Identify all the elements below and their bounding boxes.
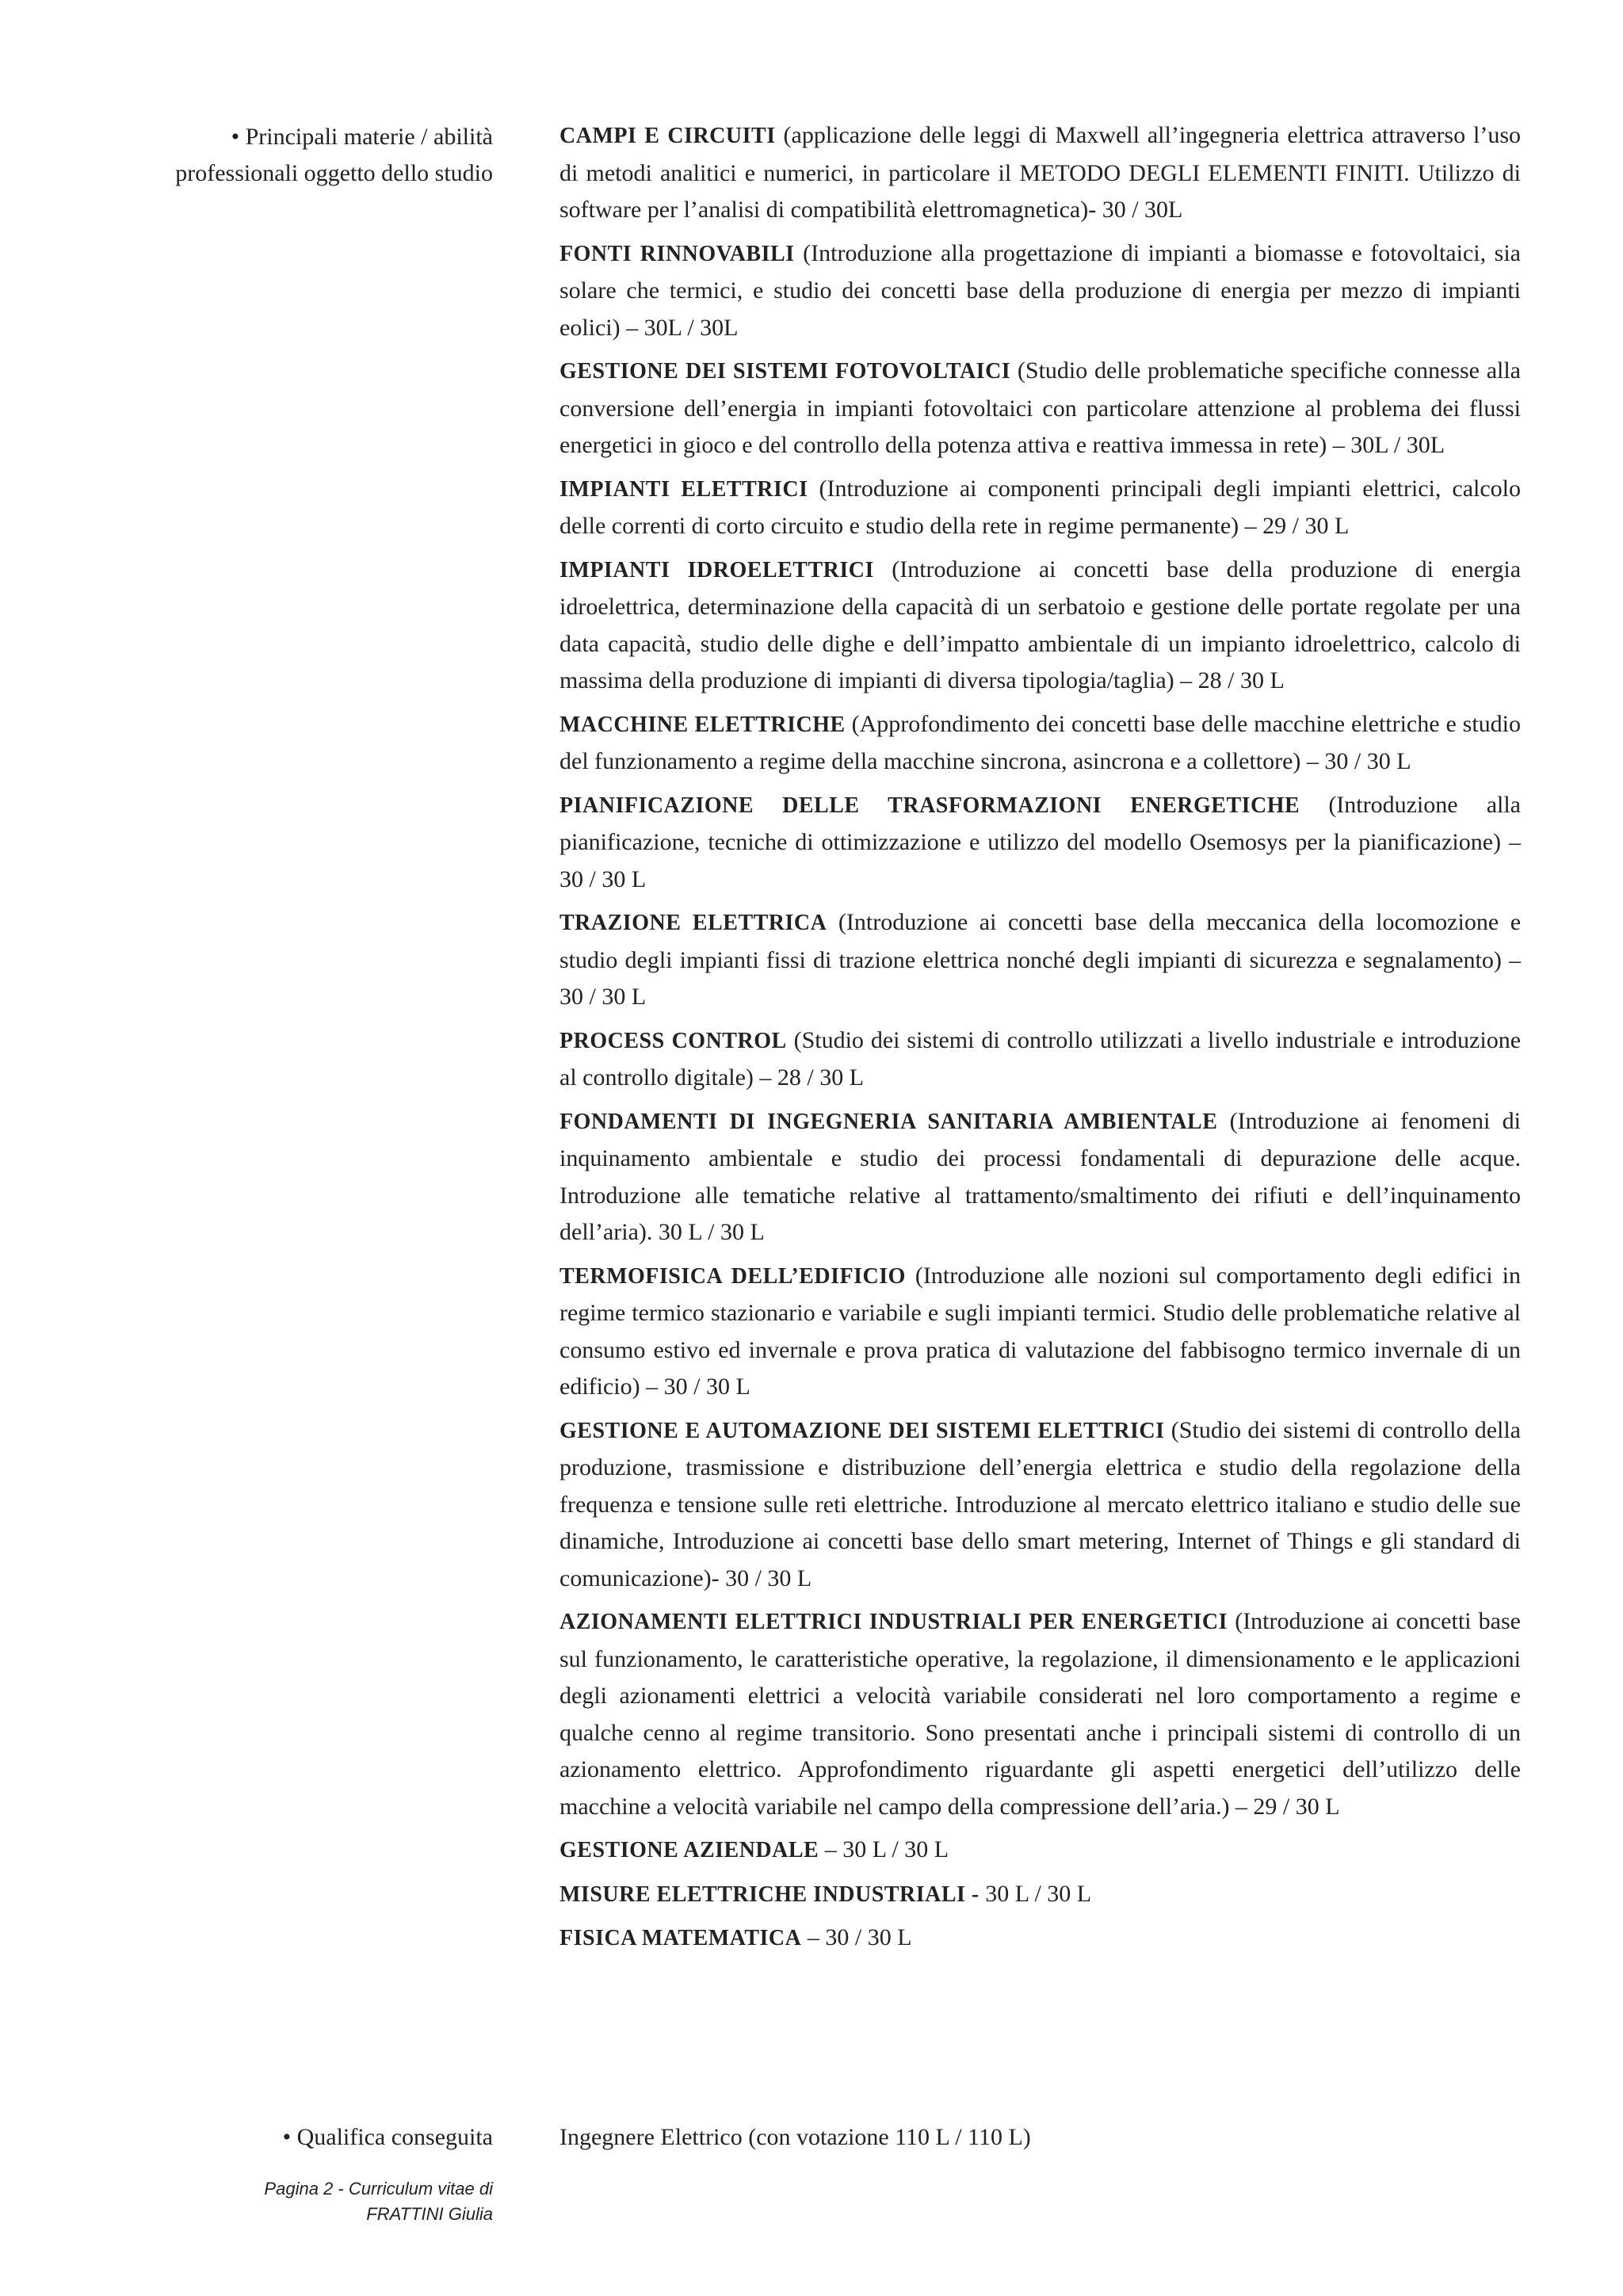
course-entry bbox=[559, 904, 1521, 1016]
course-entry bbox=[559, 552, 1521, 700]
course-description: (Studio delle problematiche specifiche connesse alla conversione dell’energia in impianti fotovoltaici con particolare attenzione al problema dei flussi energetici in gioco e del controllo della potenza attiva e reattiva immessa in rete) – 30L / 30L bbox=[559, 357, 1521, 458]
course-entry bbox=[559, 117, 1521, 229]
course-title: FONDAMENTI DI INGEGNERIA SANITARIA AMBIENTALE bbox=[559, 1109, 1218, 1134]
course-title: TRAZIONE ELETTRICA bbox=[559, 911, 827, 935]
course-description: (Introduzione alla progettazione di impianti a biomasse e fotovoltaici, sia solare che termici, e studio dei concetti base della produzione di energia per mezzo di impianti eolici) – 30L / 30L bbox=[559, 239, 1521, 341]
studies-content bbox=[559, 117, 1521, 1964]
qualification-value: Ingegnere Elettrico (con votazione 110 L / 110 L) bbox=[559, 2124, 1031, 2150]
course-description: (Studio dei sistemi di controllo della produzione, trasmissione e distribuzione dell’energia elettrica e studio della regolazione della frequenza e tensione sulle reti elettriche. Introduzione al mercato elettrico italiano e studio delle sue dinamiche, Introduzione ai concetti base dello smart metering, Internet of Things e gli standard di comunicazione)- 30 / 30 L bbox=[559, 1416, 1521, 1591]
course-description: (Approfondimento dei concetti base delle macchine elettriche e studio del funzionamento a regime della macchine sincrona, asincrona e a collettore) – 30 / 30 L bbox=[559, 710, 1521, 774]
course-entry bbox=[559, 353, 1521, 464]
studies-label-line1: • Principali materie / abilità bbox=[231, 124, 493, 150]
course-title: TERMOFISICA DELL’EDIFICIO bbox=[559, 1263, 906, 1289]
course-title: IMPIANTI IDROELETTRICI bbox=[559, 557, 874, 583]
course-title: IMPIANTI ELETTRICI bbox=[559, 476, 808, 502]
course-title: AZIONAMENTI ELETTRICI INDUSTRIALI PER ENERGETICI bbox=[559, 1610, 1228, 1634]
course-entry bbox=[559, 1920, 1521, 1958]
course-entry bbox=[559, 1103, 1521, 1251]
course-title: GESTIONE DEI SISTEMI FOTOVOLTAICI bbox=[559, 359, 1011, 384]
course-entry bbox=[559, 1258, 1521, 1406]
course-description: (applicazione delle leggi di Maxwell all’ingegneria elettrica attraverso l’uso di metodi analitici e numerici, in particolare il METODO DEGLI ELEMENTI FINITI. Utilizzo di software per l’analisi di compatibilità elettromagnetica)- 30 / 30L bbox=[559, 122, 1522, 223]
course-description: (Introduzione ai concetti base della meccanica della locomozione e studio degli impianti fissi di trazione elettrica nonché degli impianti di sicurezza e segnalamento) – 30 / 30 L bbox=[559, 909, 1522, 1010]
course-entry bbox=[559, 787, 1521, 899]
course-description: – 30 / 30 L bbox=[801, 1924, 912, 1950]
course-description: (Introduzione ai concetti base della produzione di energia idroelettrica, determinazione della capacità di un serbatoio e gestione delle portate regolate per una data capacità, studio delle dighe e dell’impatto ambientale di un impianto idroelettrico, calcolo di massima della produzione di impianti di diversa tipologia/taglia) – 28 / 30 L bbox=[559, 556, 1522, 693]
course-entry bbox=[559, 1876, 1521, 1914]
course-entry bbox=[559, 1022, 1521, 1097]
course-title: FISICA MATEMATICA bbox=[559, 1926, 802, 1950]
course-entry bbox=[559, 706, 1521, 781]
course-entry bbox=[559, 1603, 1521, 1825]
course-description: (Introduzione ai fenomeni di inquinamento ambientale e studio dei processi fondamentali di depurazione delle acque. Introduzione alle tematiche relative al trattamento/smaltimento dei rifiuti e dell’inquinamento dell’aria). 30 L / 30 L bbox=[559, 1107, 1521, 1245]
course-entry bbox=[559, 235, 1521, 347]
footer-name-line: FRATTINI Giulia bbox=[366, 2204, 493, 2224]
course-title: MACCHINE ELETTRICHE bbox=[559, 712, 846, 737]
course-entry bbox=[559, 1412, 1521, 1598]
course-description: (Introduzione alla pianificazione, tecniche di ottimizzazione e utilizzo del modello Osemosys per la pianificazione) – 30 / 30 L bbox=[559, 791, 1522, 892]
course-title: PIANIFICAZIONE DELLE TRASFORMAZIONI ENERGETICHE bbox=[559, 793, 1300, 818]
course-title: GESTIONE E AUTOMAZIONE DEI SISTEMI ELETTRICI bbox=[559, 1418, 1165, 1443]
course-description: (Introduzione alle nozioni sul comportamento degli edifici in regime termico stazionario e variabile e sugli impianti termici. Studio delle problematiche relative al consumo estivo ed invernale e prova pratica di valutazione del fabbisogno termico invernale di un edificio) – 30 / 30 L bbox=[559, 1262, 1522, 1400]
course-title: PROCESS CONTROL bbox=[559, 1028, 787, 1053]
footer-page-line: Pagina 2 - Curriculum vitae di bbox=[264, 2179, 493, 2199]
course-title: FONTI RINNOVABILI bbox=[559, 241, 795, 266]
course-title: GESTIONE AZIENDALE bbox=[559, 1838, 819, 1862]
course-title: CAMPI E CIRCUITI bbox=[559, 124, 776, 148]
qualification-label: • Qualifica conseguita bbox=[282, 2124, 493, 2150]
course-entry bbox=[559, 1832, 1521, 1870]
studies-label bbox=[63, 119, 493, 192]
course-description: (Introduzione ai concetti base sul funzionamento, le caratteristiche operative, la regolazione, il dimensionamento e le applicazioni degli azionamenti elettrici a velocità variabile considerati nel loro comportamento a regime e qualche cenno al regime transitorio. Sono presentati anche i principali sistemi di controllo di un azionamento elettrico. Approfondimento riguardante gli aspetti energetici dell’utilizzo delle macchine a velocità variabile nel campo della compressione dell’aria.) – 29 / 30 L bbox=[559, 1608, 1521, 1820]
course-description: (Studio dei sistemi di controllo utilizzati a livello industriale e introduzione al controllo digitale) – 28 / 30 L bbox=[559, 1026, 1522, 1091]
page-footer bbox=[158, 2176, 493, 2227]
course-title: MISURE ELETTRICHE INDUSTRIALI - bbox=[559, 1881, 980, 1907]
course-entry bbox=[559, 471, 1521, 545]
studies-label-line2: professionali oggetto dello studio bbox=[175, 160, 493, 186]
course-description: (Introduzione ai componenti principali degli impianti elettrici, calcolo delle correnti di corto circuito e studio della rete in regime permanente) – 29 / 30 L bbox=[559, 475, 1521, 539]
course-description: 30 L / 30 L bbox=[979, 1880, 1092, 1907]
course-description: – 30 L / 30 L bbox=[819, 1836, 949, 1862]
